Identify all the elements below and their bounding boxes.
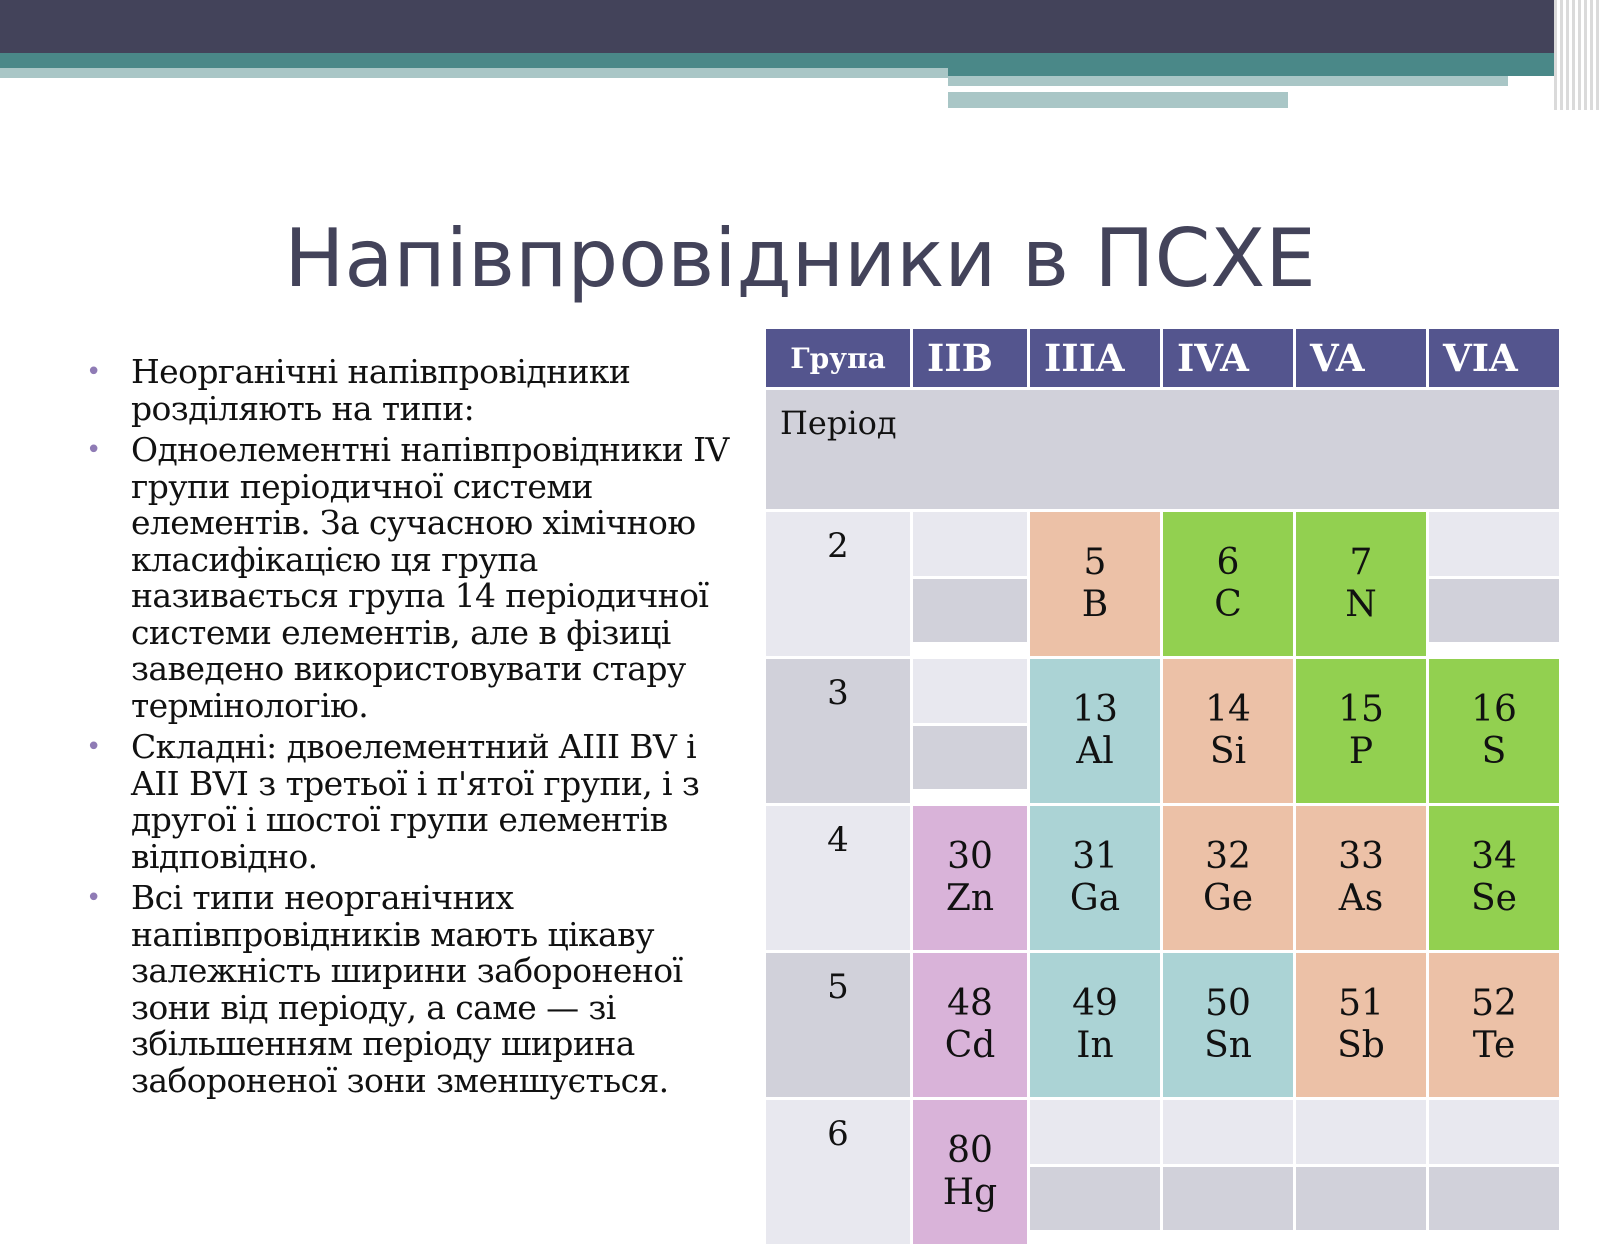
group-col-header: VIA [1429,329,1559,387]
element-cell [1030,659,1160,803]
atomic-number: 13 [1072,689,1118,730]
bullet-list [84,354,734,1104]
bullet-item: • Неорганічні напівпровідники розділяють на типи: [86,352,631,428]
element-symbol: S [1481,731,1507,772]
group-header: Група [766,329,910,387]
group-col-header: IIIA [1030,329,1160,387]
element-cell [1163,512,1293,656]
element-symbol: Se [1471,878,1517,919]
empty-cell-top [913,512,1027,576]
element-cell [1296,512,1426,656]
bullet-icon: • [86,357,101,387]
element-symbol: Ge [1202,878,1254,919]
group-col-header: IIB [913,329,1027,387]
element-symbol: In [1076,1025,1114,1066]
element-cell [913,1100,1027,1244]
element-symbol: Zn [945,878,995,919]
bullet-icon: • [86,732,101,762]
table-row [766,1100,1559,1244]
empty-cell-bottom [1030,1167,1160,1230]
element-symbol: As [1338,878,1384,919]
empty-cell [1030,1100,1160,1244]
atomic-number: 32 [1205,836,1251,877]
element-cell [1030,512,1160,656]
element-symbol: C [1214,584,1242,625]
table-header-row [766,329,1559,387]
empty-cell-bottom [1163,1167,1293,1230]
empty-cell-bottom [913,726,1027,789]
element-symbol: Sb [1337,1025,1385,1066]
empty-cell-top [1030,1100,1160,1164]
top-dark-bar [0,0,1600,53]
atomic-number: 5 [1083,542,1107,583]
period-label: Період [766,390,1559,509]
element-cell [1030,953,1160,1097]
empty-cell [913,512,1027,656]
element-symbol: Te [1472,1025,1516,1066]
empty-cell-bottom [1296,1167,1426,1230]
period-number: 3 [766,659,910,803]
table-row [766,953,1559,1097]
atomic-number: 14 [1205,689,1251,730]
empty-cell-bottom [913,579,1027,642]
empty-cell-bottom [1429,579,1559,642]
atomic-number: 16 [1471,689,1517,730]
element-cell [1296,953,1426,1097]
bullet-item: • Одноелементні напівпровідники IV групи періодичної системи елементів. За сучасною хімічною класифікацією ця група називається група 14 періодичної системи елементів, але в фізиці заведено використовувати стару термінологію. [86,430,729,725]
empty-cell-top [913,659,1027,723]
element-symbol: B [1081,584,1109,625]
period-number: 2 [766,512,910,656]
element-symbol: Ga [1069,878,1121,919]
atomic-number: 7 [1349,542,1373,583]
periodic-table [763,326,1562,1247]
group-col-header: IVA [1163,329,1293,387]
atomic-number: 50 [1205,983,1251,1024]
element-symbol: Al [1076,731,1114,772]
empty-cell-top [1296,1100,1426,1164]
element-symbol: P [1348,731,1374,772]
top-light-bar-2 [948,76,1508,86]
element-cell [1030,806,1160,950]
empty-cell-bottom [1429,1167,1559,1230]
empty-cell-top [1163,1100,1293,1164]
element-symbol: Si [1209,731,1247,772]
empty-cell [1163,1100,1293,1244]
top-light-bar-3 [948,92,1288,108]
empty-cell [1296,1100,1426,1244]
atomic-number: 15 [1338,689,1384,730]
group-col-header: VA [1296,329,1426,387]
atomic-number: 30 [947,836,993,877]
bullet-icon: • [86,435,101,465]
element-symbol: Sn [1204,1025,1252,1066]
element-cell [1296,806,1426,950]
element-cell [1429,953,1559,1097]
period-number: 4 [766,806,910,950]
table-row [766,659,1559,803]
period-number: 5 [766,953,910,1097]
atomic-number: 34 [1471,836,1517,877]
atomic-number: 6 [1216,542,1240,583]
atomic-number: 33 [1338,836,1384,877]
empty-cell [1429,512,1559,656]
element-cell [1163,806,1293,950]
top-light-bar [0,68,948,78]
empty-cell [1429,1100,1559,1244]
atomic-number: 48 [947,983,993,1024]
table-row [766,512,1559,656]
corner-stripes [1554,0,1600,110]
bullet-item: • Всі типи неорганічних напівпровідників мають цікаву залежність ширини забороненої зони від періоду, а саме — зі збільшенням періоду ширина забороненої зони зменшується. [86,878,683,1100]
table-row [766,806,1559,950]
element-symbol: Hg [942,1172,998,1213]
atomic-number: 80 [947,1130,993,1171]
element-symbol: N [1345,584,1377,625]
element-cell [1163,659,1293,803]
empty-cell-top [1429,512,1559,576]
atomic-number: 49 [1072,983,1118,1024]
period-number: 6 [766,1100,910,1244]
element-cell [1429,806,1559,950]
atomic-number: 51 [1338,983,1384,1024]
element-cell [1296,659,1426,803]
element-symbol: Cd [944,1025,996,1066]
slide-title: Напівпровідники в ПСХЕ [284,212,1316,305]
top-white-line [948,87,1480,91]
bullet-icon: • [86,883,101,913]
atomic-number: 31 [1072,836,1118,877]
element-cell [913,953,1027,1097]
period-label-row [766,390,1559,509]
atomic-number: 52 [1471,983,1517,1024]
element-cell [1429,659,1559,803]
element-cell [913,806,1027,950]
bullet-item: • Складні: двоелементний AIII BV і AII BVI з третьої і п'ятої групи, і з другої і шостої групи елементів відповідно. [86,727,700,876]
element-cell [1163,953,1293,1097]
empty-cell [913,659,1027,803]
empty-cell-top [1429,1100,1559,1164]
